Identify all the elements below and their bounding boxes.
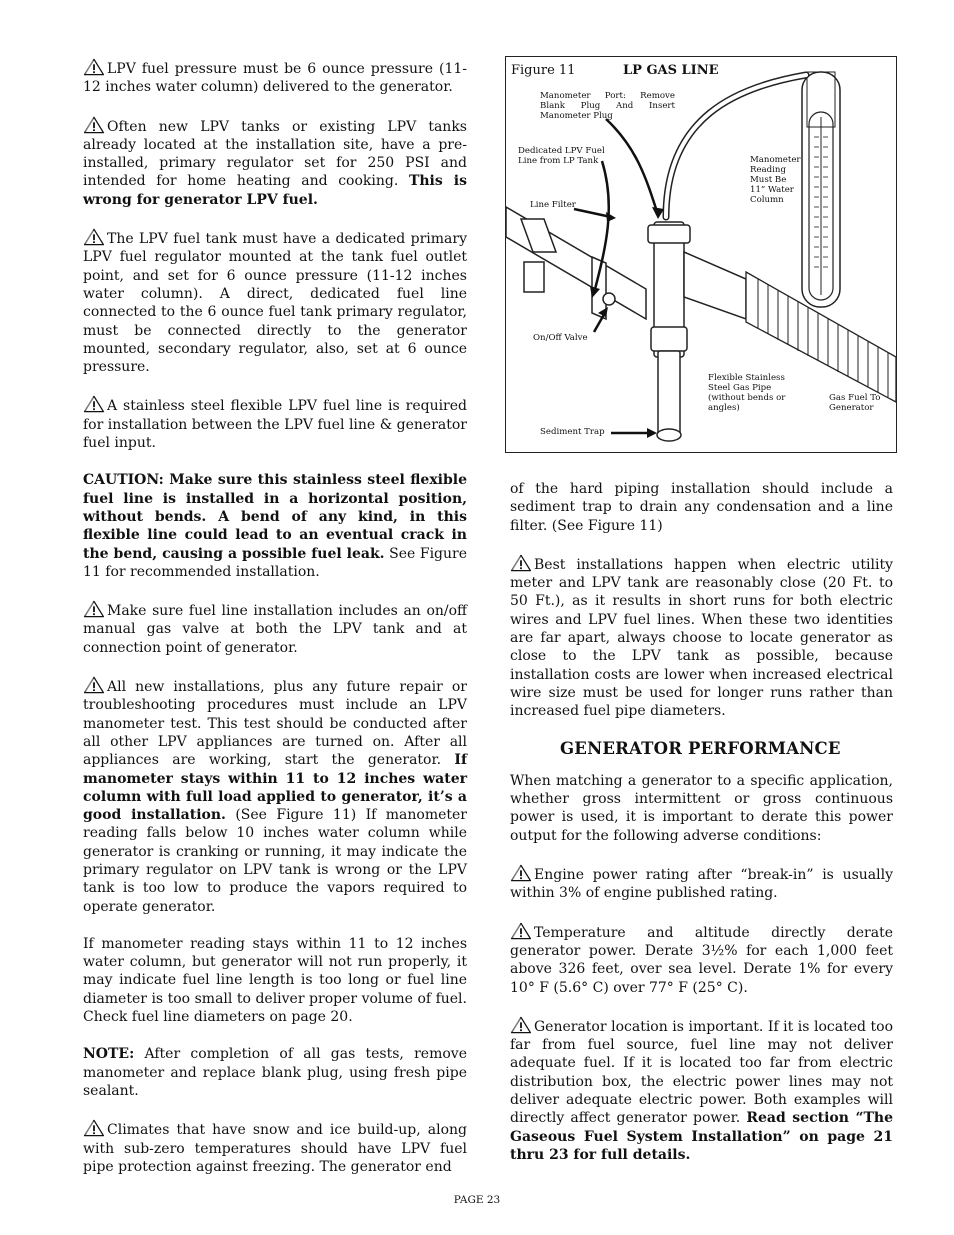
label-flex-pipe: Flexible Stainless Steel Gas Pipe (without bends or angles) — [708, 373, 786, 413]
warning-icon — [83, 600, 105, 618]
warning-icon — [510, 922, 532, 940]
warning-icon — [83, 1119, 105, 1137]
label-on-off-valve: On/Off Valve — [533, 333, 588, 343]
paragraph: The LPV fuel tank must have a dedicated primary LPV fuel regulator mounted at the tank fuel outlet point, and set for 6 ounce pressure (11-12 inches water column). A direct, dedicated fuel line connected to the 6 ounce fuel tank primary regulator, must be connected directly to the generator mounted, secondary regulator, also, set at 6 ounce pressure. — [83, 228, 467, 376]
warning-icon — [510, 1016, 532, 1034]
hard-pipe — [506, 207, 646, 319]
label-line-filter: Line Filter — [530, 200, 576, 210]
paragraph: Make sure fuel line installation includes an on/off manual gas valve at both the LPV tank and at connection point of generator. — [83, 600, 467, 657]
figure-title: LP GAS LINE — [623, 63, 719, 78]
paragraph: Temperature and altitude directly derate generator power. Derate 3½% for each 1,000 feet above 326 feet, over sea level. Derate 1% for every 10° F (5.6° C) over 77° F (25° C). — [510, 922, 893, 997]
valve-icon — [603, 293, 615, 305]
paragraph: Often new LPV tanks or existing LPV tanks already located at the installation site, have a pre-installed, primary regulator set for 250 PSI and intended for home heating and cooking. This is wrong for generator LPV fuel. — [83, 116, 467, 209]
paragraph: If manometer reading stays within 11 to 12 inches water column, but generator will not run properly, it may indicate fuel line length is too long or fuel line diameter is too small to deliver proper volume of fuel. Check fuel line diameters on page 20. — [83, 935, 467, 1026]
warning-icon — [83, 228, 105, 246]
figure-label: Figure 11 — [511, 63, 576, 78]
paragraph: All new installations, plus any future repair or troubleshooting procedures must include an LPV manometer test. This test should be conducted after all other LPV appliances are turned on. After all appliances are working, start the generator. If manometer stays within 11 to 12 inches water column with full load applied to generator, it’s a good installation. (See Figure 11) If manometer reading falls below 10 inches water column while generator is cranking or running, it may indicate the primary regulator on LPV tank is wrong or the LPV tank is too low to produce the vapors required to operate generator. — [83, 676, 467, 916]
paragraph: LPV fuel pressure must be 6 ounce pressure (11-12 inches water column) delivered to the generator. — [83, 58, 467, 97]
paragraph: Generator location is important. If it is located too far from fuel source, fuel line may not deliver adequate fuel. If it is located too far from electric distribution box, the electric power lines may not deliver adequate electric power. Both examples will directly affect generator power. Read section “The Gaseous Fuel System Installation” on page 21 thru 23 for full details. — [510, 1016, 893, 1164]
label-gas-fuel: Gas Fuel To Generator — [829, 393, 881, 413]
manometer-icon — [802, 72, 840, 307]
section-heading: GENERATOR PERFORMANCE — [560, 738, 841, 758]
paragraph: of the hard piping installation should include a sediment trap to drain any condensation and a line filter. (See Figure 11) — [510, 481, 893, 534]
right-column — [510, 480, 893, 1183]
warning-icon — [83, 395, 105, 413]
figure-11-lp-gas-line — [505, 56, 897, 453]
paragraph: Climates that have snow and ice build-up, along with sub-zero temperatures should have LPV fuel pipe protection against freezing. The generator end — [83, 1119, 467, 1176]
warning-icon — [510, 864, 532, 882]
page-number: PAGE 23 — [453, 1194, 501, 1206]
warning-icon — [83, 676, 105, 694]
warning-icon — [83, 58, 105, 76]
warning-icon — [510, 554, 532, 572]
note-paragraph: NOTE: After completion of all gas tests, remove manometer and replace blank plug, using fresh pipe sealant. — [83, 1046, 467, 1099]
paragraph: When matching a generator to a specific application, whether gross intermittent or gross continuous power is used, it is important to derate this power output for the following adverse conditions: — [510, 772, 893, 844]
paragraph: Engine power rating after “break-in” is usually within 3% of engine published rating. — [510, 864, 893, 903]
caution-paragraph: CAUTION: Make sure this stainless steel flexible fuel line is installed in a horizontal position, without bends. A bend of any kind, in this flexible line could lead to an eventual crack in the bend, causing a possible fuel leak. See Figure 11 for recommended installation. — [83, 472, 468, 580]
label-manometer-port: Manometer Port: Remove Blank Plug And Insert Manometer Plug — [540, 91, 675, 121]
warning-icon — [83, 116, 105, 134]
label-dedicated-line: Dedicated LPV Fuel Line from LP Tank — [518, 146, 605, 166]
left-column — [83, 58, 467, 1195]
label-manometer-reading: Manometer Reading Must Be 11” Water Column — [750, 155, 801, 205]
paragraph: A stainless steel flexible LPV fuel line is required for installation between the LPV fuel line & generator fuel input. — [83, 395, 467, 452]
label-sediment-trap: Sediment Trap — [540, 427, 605, 437]
paragraph: Best installations happen when electric utility meter and LPV tank are reasonably close (20 Ft. to 50 Ft.), as it results in short runs for both electric wires and LPV fuel lines. When these two identities are far apart, always choose to locate generator as close to the LPV tank as possible, because installation costs are lower when increased electrical wire size must be used for longer runs rather than increased fuel pipe diameters. — [510, 554, 893, 721]
